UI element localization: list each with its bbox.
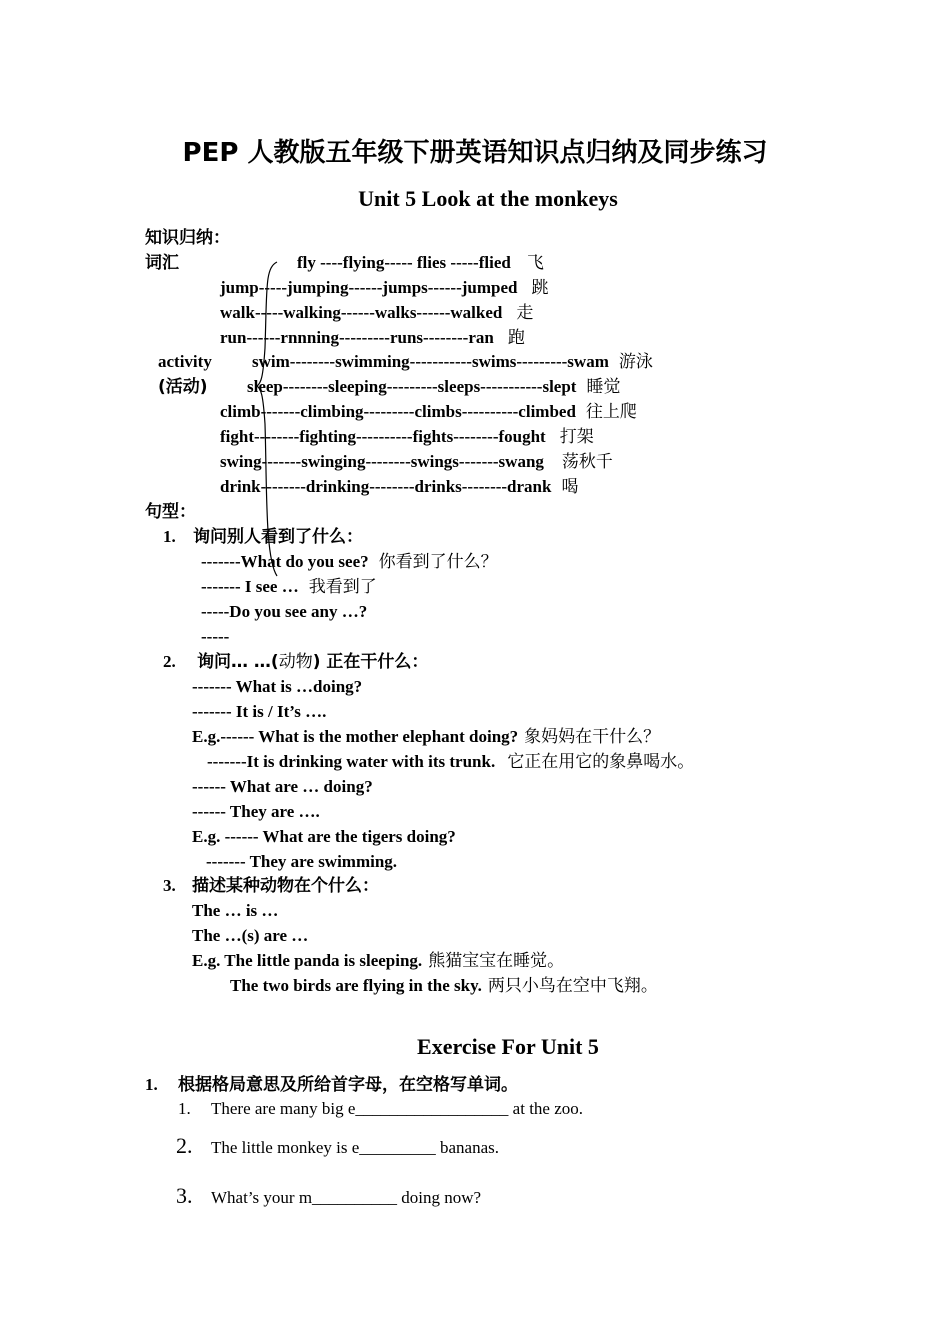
sentence-line	[192, 726, 660, 748]
sentence-2-title	[197, 651, 428, 673]
vocab-forms: run------rnnning---------runs--------ran	[220, 328, 494, 347]
sentence-3-title: 描述某种动物在个什么：	[192, 876, 379, 896]
vocab-cn: 往上爬	[585, 402, 637, 422]
vocab-forms: swim--------swimming-----------swims---------swam	[252, 352, 609, 371]
vocab-label: 词汇	[145, 253, 179, 273]
sentence-cn: 我看到了	[308, 577, 377, 597]
page-title: PEP 人教版五年级下册英语知识点归纳及同步练习	[182, 138, 768, 168]
vocab-forms: fly ----flying----- flies -----flied	[297, 253, 511, 272]
activity-label-cn: (活动)	[158, 377, 208, 397]
sentence-line	[230, 975, 658, 997]
vocab-row	[220, 451, 613, 473]
sentence-en: E.g.------ What is the mother elephant doing?	[192, 727, 519, 746]
vocab-row	[220, 327, 525, 349]
vocab-cn: 飞	[526, 253, 544, 273]
vocab-cn: 跑	[507, 328, 525, 348]
vocab-row	[297, 252, 544, 274]
sentence-en: The two birds are flying in the sky.	[230, 976, 482, 995]
exercise-title: Exercise For Unit 5	[417, 1034, 599, 1059]
vocab-cn: 荡秋千	[561, 452, 613, 472]
vocab-row	[247, 376, 620, 398]
exercise-item: There are many big e__________________ at the zoo.	[211, 1099, 584, 1118]
sentences-heading: 句型：	[145, 502, 196, 522]
sentence-cn: 熊猫宝宝在睡觉。	[428, 951, 565, 971]
sentence-en: ------- I see …	[201, 577, 299, 596]
exercise-item: What’s your m__________ doing now?	[211, 1188, 482, 1207]
vocab-row	[220, 302, 533, 324]
sentence-3-number: 3.	[163, 876, 176, 895]
sentence-line	[192, 950, 564, 972]
sentence-line: -----Do you see any …?	[201, 602, 368, 621]
sentence-line: ------- It is / It’s ….	[192, 702, 327, 721]
exercise-section-number: 1.	[145, 1075, 158, 1094]
sentence-line: ------ They are ….	[192, 802, 320, 821]
vocab-forms: jump-----jumping------jumps------jumped	[220, 278, 518, 297]
exercise-item-number: 1.	[178, 1099, 191, 1118]
vocab-forms: walk-----walking------walks------walked	[220, 303, 503, 322]
sentence-line: -----	[201, 627, 230, 646]
sentence-cn: 你看到了什么？	[378, 552, 498, 572]
sentence-1-number: 1.	[163, 527, 176, 546]
sentence-line: ------- What is …doing?	[192, 677, 363, 696]
title-part: 动物	[278, 652, 313, 672]
activity-label: activity	[158, 352, 212, 371]
sentence-line	[201, 576, 377, 598]
vocab-cn: 睡觉	[586, 377, 621, 397]
vocab-cn: 打架	[559, 427, 594, 447]
exercise-item-number: 2.	[176, 1133, 193, 1158]
vocab-forms: sleep--------sleeping---------sleeps-----------slept	[247, 377, 577, 396]
vocab-row	[220, 476, 578, 498]
sentence-line	[207, 751, 694, 773]
sentence-en: -------It is drinking water with its trunk.	[207, 752, 496, 771]
vocab-cn: 走	[516, 303, 534, 323]
vocab-cn: 游泳	[618, 352, 653, 372]
sentence-cn: 两只小鸟在空中飞翔。	[487, 976, 658, 996]
sentence-line: The … is …	[192, 901, 279, 920]
sentence-line: ------- They are swimming.	[206, 852, 398, 871]
sentence-cn: 象妈妈在干什么？	[524, 727, 661, 747]
vocab-forms: climb-------climbing---------climbs----------climbed	[220, 402, 576, 421]
title-part: ) 正在干什么：	[312, 652, 429, 672]
vocab-row	[220, 426, 594, 448]
sentence-2-number: 2.	[163, 652, 176, 671]
vocab-row	[220, 401, 637, 423]
vocab-forms: fight--------fighting----------fights--------fought	[220, 427, 546, 446]
title-part: 询问… …(	[197, 652, 279, 672]
exercise-section-title: 根据格局意思及所给首字母，在空格写单词。	[178, 1075, 518, 1095]
sentence-line	[201, 551, 498, 573]
sentence-line: The …(s) are …	[192, 926, 309, 945]
sentence-en: E.g. The little panda is sleeping.	[192, 951, 423, 970]
sentence-1-title: 询问别人看到了什么：	[193, 527, 363, 547]
sentence-cn: 它正在用它的象鼻喝水。	[507, 752, 695, 772]
sentence-line: ------ What are … doing?	[192, 777, 373, 796]
exercise-item: The little monkey is e_________ bananas.	[211, 1138, 499, 1157]
vocab-cn: 喝	[561, 477, 579, 497]
sentence-en: -------What do you see?	[201, 552, 369, 571]
vocab-row	[220, 277, 548, 299]
vocab-cn: 跳	[531, 278, 549, 298]
unit-title: Unit 5 Look at the monkeys	[358, 186, 618, 211]
vocab-forms: drink--------drinking--------drinks--------drank	[220, 477, 552, 496]
knowledge-heading: 知识归纳：	[145, 228, 230, 248]
exercise-item-number: 3.	[176, 1183, 193, 1208]
vocab-forms: swing-------swinging--------swings-------swang	[220, 452, 544, 471]
vocab-row	[252, 351, 653, 373]
sentence-line: E.g. ------ What are the tigers doing?	[192, 827, 456, 846]
